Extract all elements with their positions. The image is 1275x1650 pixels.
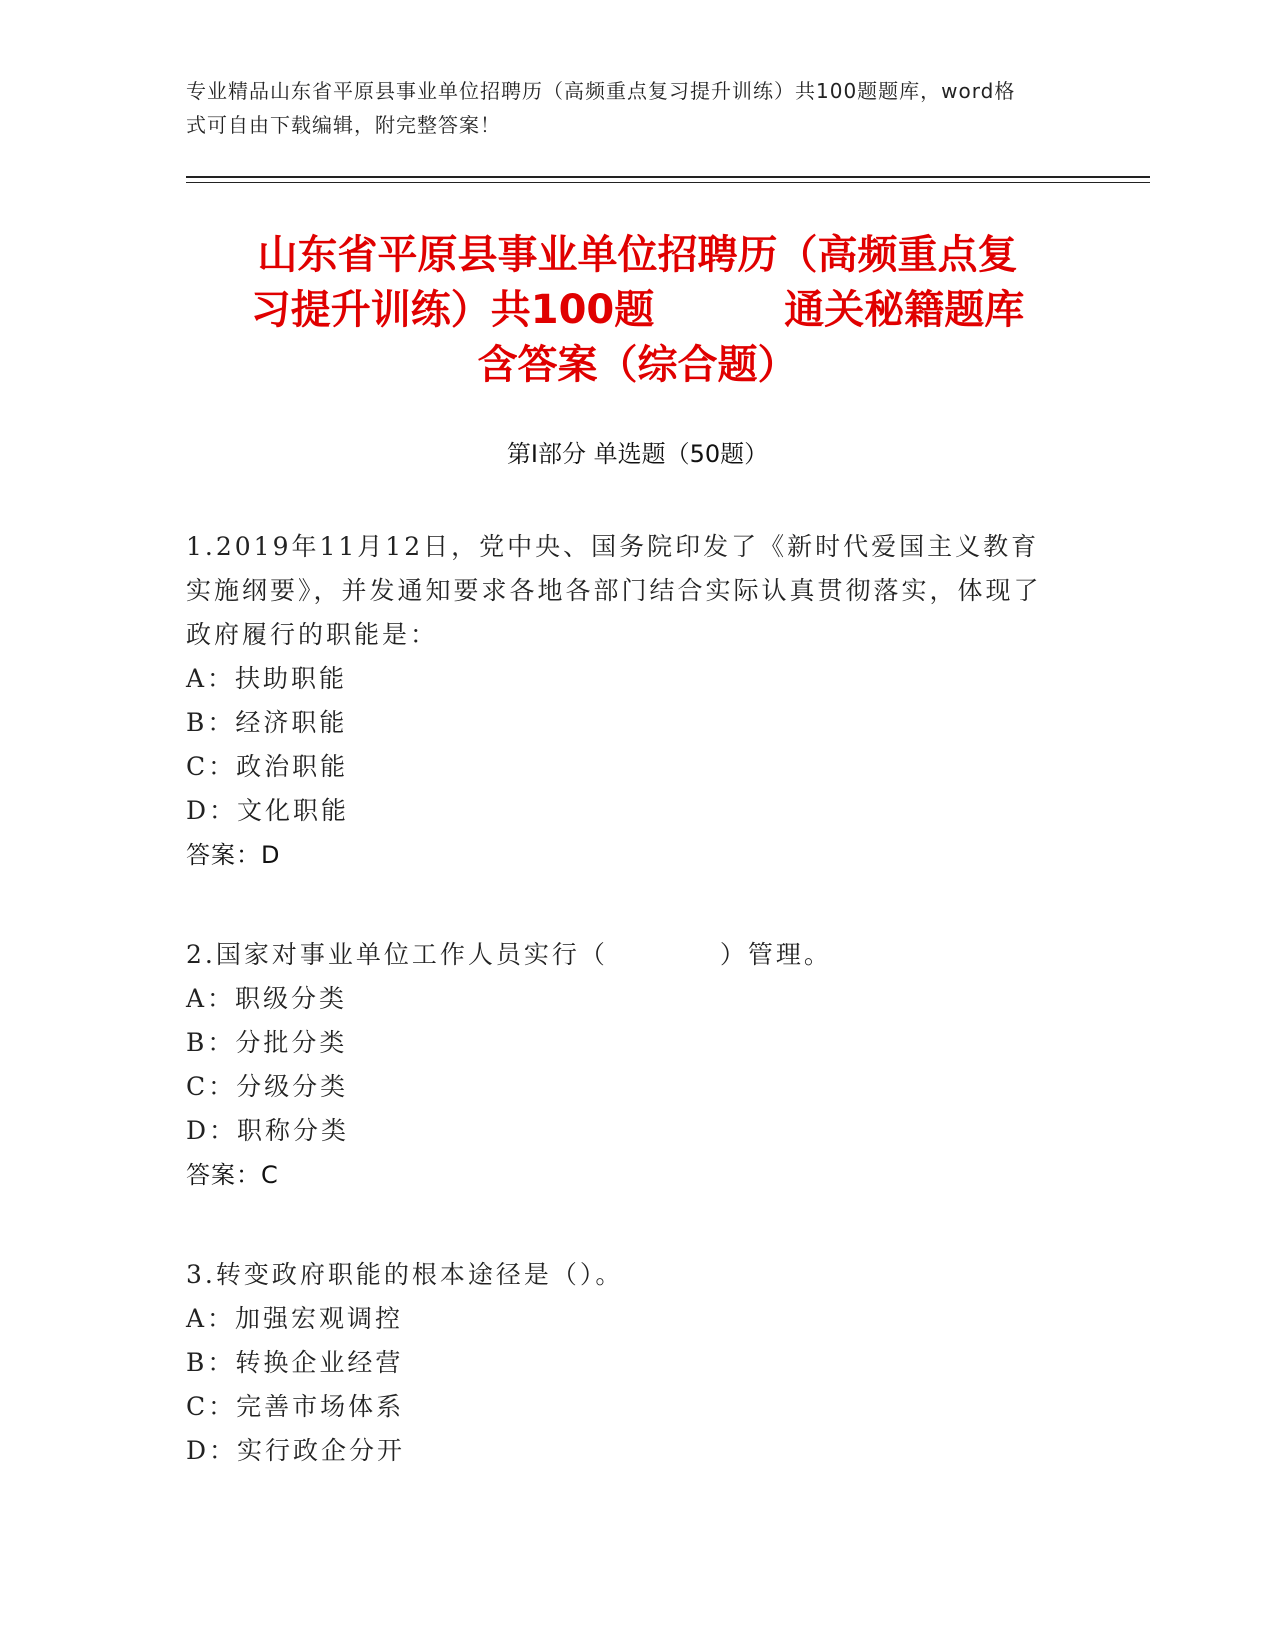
question-2 [186, 933, 1056, 1197]
title-line-2 [186, 283, 1089, 338]
option-d: D：文化职能 [186, 796, 350, 825]
title-line-3: 含答案（综合题） [477, 342, 798, 388]
answer: 答案：D [186, 841, 281, 869]
option-c: C：完善市场体系 [186, 1392, 405, 1421]
option-b: B：经济职能 [186, 708, 348, 737]
option-d: D：实行政企分开 [186, 1436, 406, 1465]
section-title: 第Ⅰ部分 单选题（50题） [506, 440, 769, 468]
option-a: A：加强宏观调控 [186, 1304, 404, 1333]
option-b: B：转换企业经营 [186, 1348, 404, 1377]
title-line-2-part-1: 习提升训练）共100题 [250, 287, 655, 333]
title-line-1: 山东省平原县事业单位招聘历（高频重点复 [257, 232, 1018, 278]
header-note: 专业精品山东省平原县事业单位招聘历（高频重点复习提升训练）共100题题库，word格式可自由下载编辑，附完整答案！ [186, 79, 1016, 137]
question-1 [186, 525, 1056, 877]
header-rule-thick [186, 176, 1150, 178]
option-a: A：扶助职能 [186, 664, 348, 693]
option-a: A：职级分类 [186, 984, 348, 1013]
option-d: D：职称分类 [186, 1116, 350, 1145]
answer: 答案：C [186, 1161, 279, 1189]
question-stem: 2.国家对事业单位工作人员实行（ ）管理。 [186, 940, 832, 969]
question-3 [186, 1253, 1056, 1473]
option-c: C：政治职能 [186, 752, 349, 781]
option-b: B：分批分类 [186, 1028, 348, 1057]
option-c: C：分级分类 [186, 1072, 349, 1101]
question-stem: 3.转变政府职能的根本途径是（）。 [186, 1260, 624, 1289]
question-stem: 1.2019年11月12日，党中央、国务院印发了《新时代爱国主义教育实施纲要》，并发通知要求各地各部门结合实际认真贯彻落实，体现了政府履行的职能是： [186, 532, 1042, 649]
document-title [186, 228, 1089, 393]
header-rule-thin [186, 182, 1150, 183]
title-line-2-part-2: 通关秘籍题库 [784, 287, 1025, 333]
